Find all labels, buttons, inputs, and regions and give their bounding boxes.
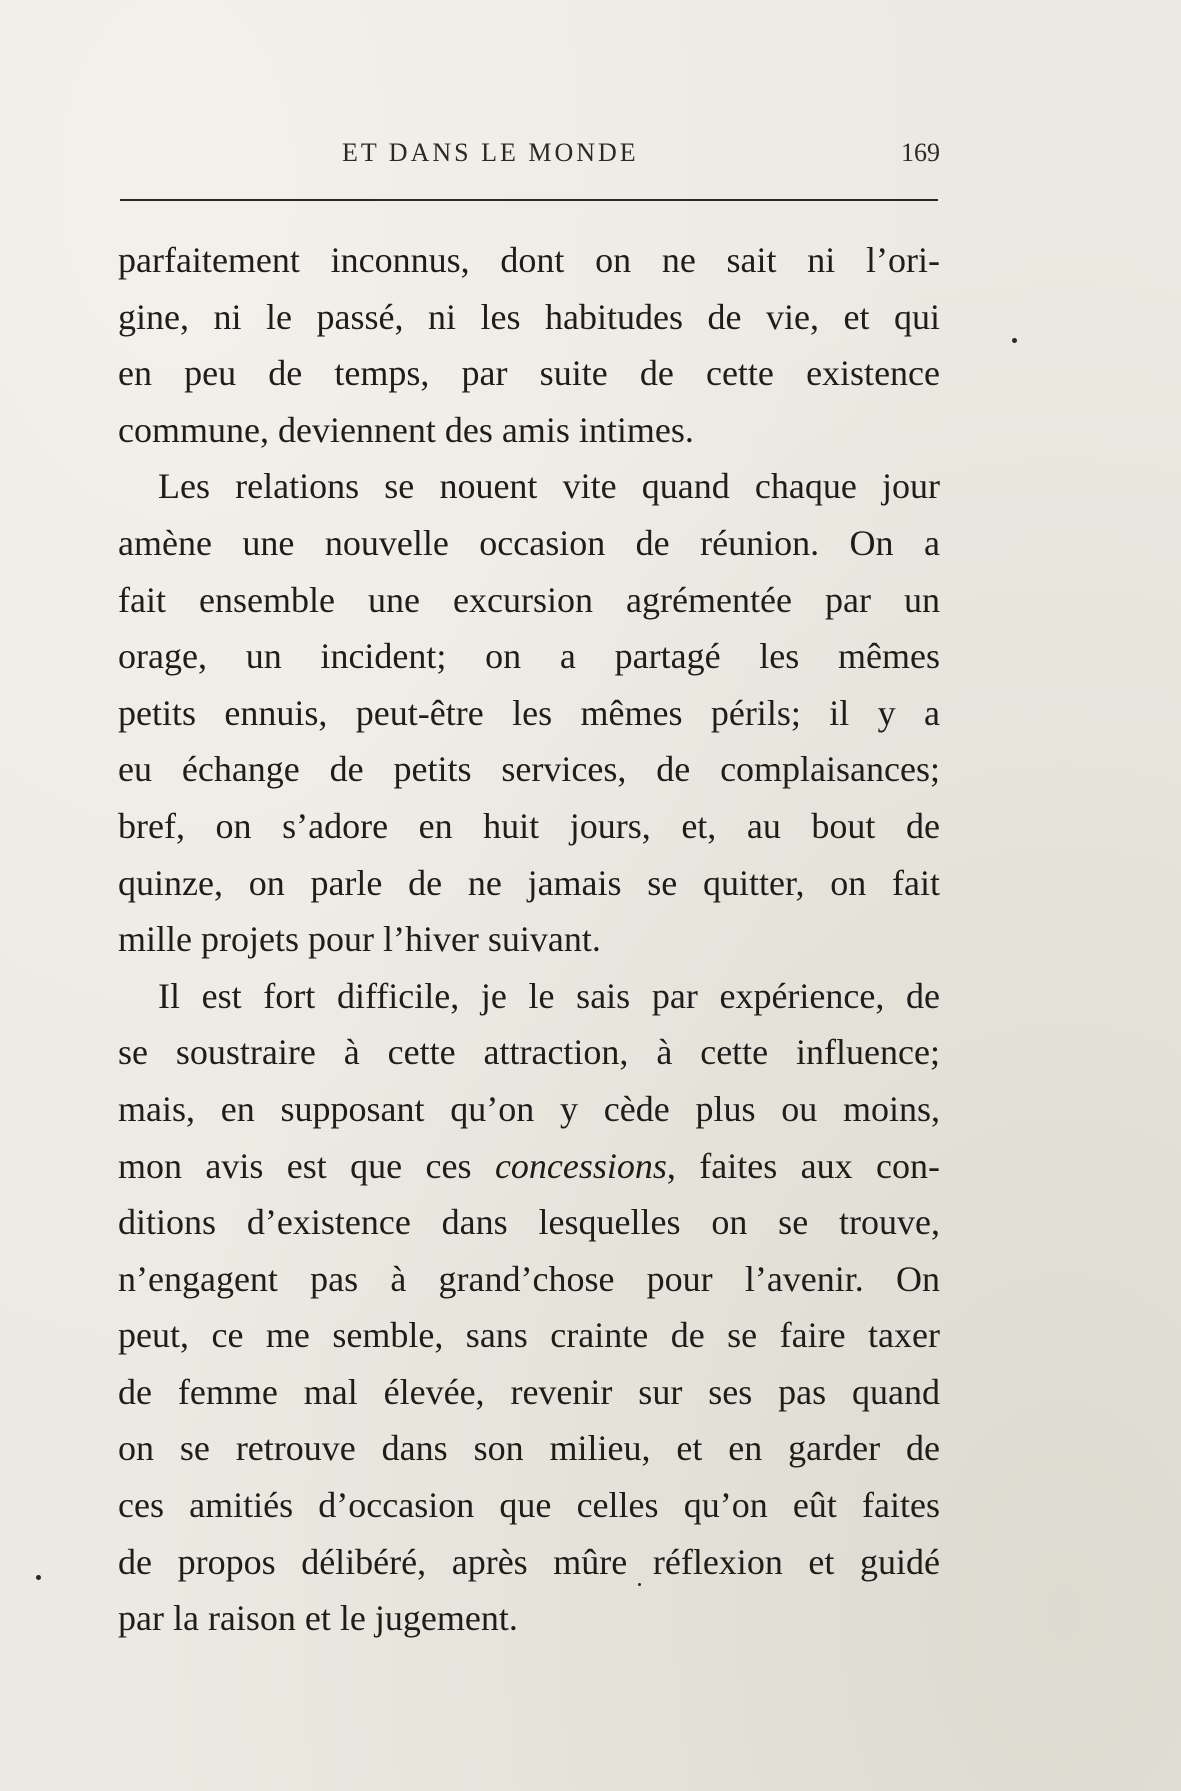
text-line: Il est fort difficile, je le sais par expérience, de — [158, 975, 940, 1016]
text-line: amène une nouvelle occasion de réunion. On a — [118, 522, 940, 563]
ink-speck — [1012, 338, 1017, 343]
text-line: quinze, on parle de ne jamais se quitter, on fait — [118, 862, 940, 903]
page-header — [120, 138, 940, 178]
text-line: orage, un incident; on a partagé les mêmes — [118, 636, 940, 677]
text-line: mille projets pour l’hiver suivant. — [118, 919, 601, 960]
text-line: de femme mal élevée, revenir sur ses pas quand — [118, 1371, 940, 1412]
text-line: petits ennuis, peut-être les mêmes périls; il y a — [118, 692, 940, 733]
text-segment: , faites aux con- — [666, 1145, 940, 1186]
text-line: mais, en supposant qu’on y cède plus ou moins, — [118, 1088, 940, 1129]
text-line: fait ensemble une excursion agrémentée par un — [118, 579, 940, 620]
text-line: n’engagent pas à grand’chose pour l’avenir. On — [118, 1258, 940, 1299]
text-line-with-italic — [118, 1138, 940, 1195]
italic-word: concessions — [494, 1145, 667, 1186]
body-text — [118, 232, 940, 1647]
text-line: on se retrouve dans son milieu, et en garder de — [118, 1428, 940, 1469]
page-number: 169 — [901, 138, 940, 167]
ink-speck — [638, 1583, 641, 1586]
text-line: de propos délibéré, après mûre réflexion et guidé — [118, 1541, 940, 1582]
text-line: gine, ni le passé, ni les habitudes de vie, et qui — [118, 296, 940, 337]
header-rule — [120, 199, 938, 201]
text-line: ditions d’existence dans lesquelles on se trouve, — [118, 1202, 940, 1243]
text-line: eu échange de petits services, de complaisances; — [118, 749, 940, 790]
text-line: en peu de temps, par suite de cette existence — [118, 353, 940, 394]
ink-speck — [36, 1575, 41, 1580]
text-line: par la raison et le jugement. — [118, 1598, 518, 1639]
text-line: commune, deviennent des amis intimes. — [118, 409, 694, 450]
text-line: se soustraire à cette attraction, à cette influence; — [118, 1032, 940, 1073]
text-line: ces amitiés d’occasion que celles qu’on eût faites — [118, 1485, 940, 1526]
text-line: parfaitement inconnus, dont on ne sait ni l’ori- — [118, 240, 940, 280]
text-line: bref, on s’adore en huit jours, et, au bout de — [118, 805, 940, 846]
text-line: Les relations se nouent vite quand chaque jour — [158, 466, 940, 507]
text-segment: mon avis est que ces — [118, 1145, 472, 1186]
text-line: peut, ce me semble, sans crainte de se faire taxer — [118, 1315, 940, 1356]
running-title: ET DANS LE MONDE — [342, 138, 639, 167]
